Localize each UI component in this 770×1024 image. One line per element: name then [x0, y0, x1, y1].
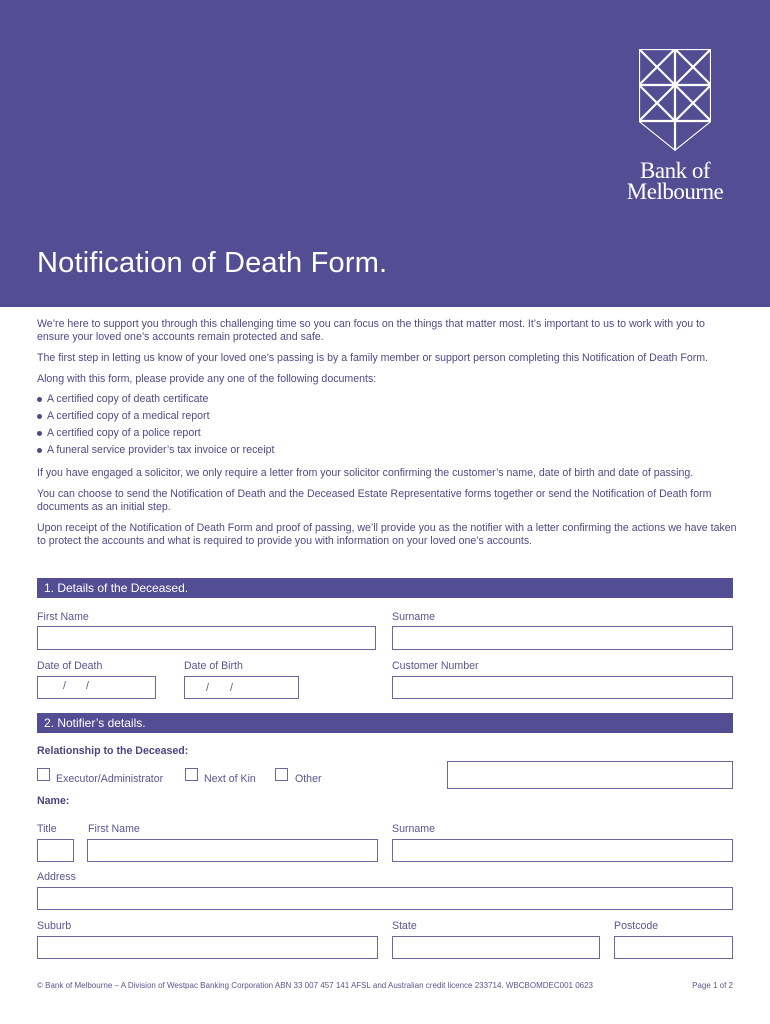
suburb-label: Suburb	[37, 920, 72, 932]
deceased-surname-field[interactable]	[392, 626, 733, 650]
logo-wordmark	[612, 160, 738, 202]
intro-paragraph-3: Along with this form, please provide any one of the following documents:	[37, 373, 377, 385]
intro-paragraph-5: You can choose to send the Notification of Death and the Deceased Estate Representative forms together or send the Notification of Death form documents as an initial step.	[37, 488, 712, 513]
document-item: A certified copy of death certificate	[37, 391, 737, 408]
other-relationship-field[interactable]	[447, 761, 733, 789]
document-item: A certified copy of a medical report	[37, 408, 737, 425]
executor-checkbox[interactable]	[37, 768, 50, 781]
intro-paragraph-4: If you have engaged a solicitor, we only require a letter from your solicitor confirming the customer’s name, date of birth and date of passing.	[37, 467, 694, 479]
postcode-label: Postcode	[614, 920, 659, 932]
title-label: Title	[37, 823, 57, 835]
address-label: Address	[37, 871, 76, 883]
other-checkbox[interactable]	[275, 768, 288, 781]
name-label: Name:	[37, 795, 70, 807]
notifier-first-name-label: First Name	[88, 823, 140, 835]
logo-line-1: Bank of	[640, 158, 710, 183]
section-1-header: 1. Details of the Deceased.	[37, 578, 733, 598]
date-of-birth-field[interactable]	[184, 676, 299, 699]
state-label: State	[392, 920, 417, 932]
date-of-birth-label: Date of Birth	[184, 660, 243, 672]
header-banner	[0, 0, 770, 307]
date-of-death-label: Date of Death	[37, 660, 103, 672]
customer-number-field[interactable]	[392, 676, 733, 699]
document-item: A funeral service provider’s tax invoice or receipt	[37, 442, 737, 459]
next-of-kin-checkbox[interactable]	[185, 768, 198, 781]
date-of-death-separator-2: /	[86, 680, 89, 692]
documents-list	[37, 391, 737, 459]
intro-text	[37, 318, 737, 556]
next-of-kin-label: Next of Kin	[204, 773, 256, 785]
relationship-label: Relationship to the Deceased:	[37, 745, 189, 757]
date-of-death-separator-1: /	[63, 680, 66, 692]
suburb-field[interactable]	[37, 936, 378, 959]
document-item: A certified copy of a police report	[37, 425, 737, 442]
address-field[interactable]	[37, 887, 733, 910]
bank-logo	[612, 48, 738, 208]
state-field[interactable]	[392, 936, 600, 959]
deceased-first-name-label: First Name	[37, 611, 89, 623]
notifier-surname-label: Surname	[392, 823, 435, 835]
intro-paragraph-1: We’re here to support you through this challenging time so you can focus on the things that matter most. It’s important to us to work with you to ensure your loved one’s accounts remain protected and safe.	[37, 318, 705, 343]
shield-icon	[638, 48, 712, 152]
intro-paragraph-2: The first step in letting us know of your loved one’s passing is by a family member or support person completing this Notification of Death Form.	[37, 352, 709, 364]
logo-line-2: Melbourne	[626, 179, 724, 204]
date-of-death-field[interactable]	[37, 676, 156, 699]
customer-number-label: Customer Number	[392, 660, 479, 672]
notifier-surname-field[interactable]	[392, 839, 733, 862]
deceased-first-name-field[interactable]	[37, 626, 376, 650]
intro-paragraph-6: Upon receipt of the Notification of Death Form and proof of passing, we’ll provide you as the notifier with a letter confirming the actions we have taken to protect the accounts and what is required to provide you with information on your loved one’s accounts.	[37, 522, 737, 547]
notifier-first-name-field[interactable]	[87, 839, 378, 862]
date-of-birth-separator-1: /	[206, 682, 209, 694]
executor-label: Executor/Administrator	[56, 773, 164, 785]
deceased-surname-label: Surname	[392, 611, 435, 623]
notifier-title-field[interactable]	[37, 839, 74, 862]
date-of-birth-separator-2: /	[230, 682, 233, 694]
page-title: Notification of Death Form.	[37, 247, 388, 279]
footer-legal-text: © Bank of Melbourne – A Division of Westpac Banking Corporation ABN 33 007 457 141 AFSL and Australian credit licence 233714. WBCBOMDEC001 0623	[37, 981, 593, 990]
section-2-header: 2. Notifier’s details.	[37, 713, 733, 733]
other-label: Other	[295, 773, 322, 785]
postcode-field[interactable]	[614, 936, 733, 959]
footer-page-number: Page 1 of 2	[692, 981, 733, 990]
